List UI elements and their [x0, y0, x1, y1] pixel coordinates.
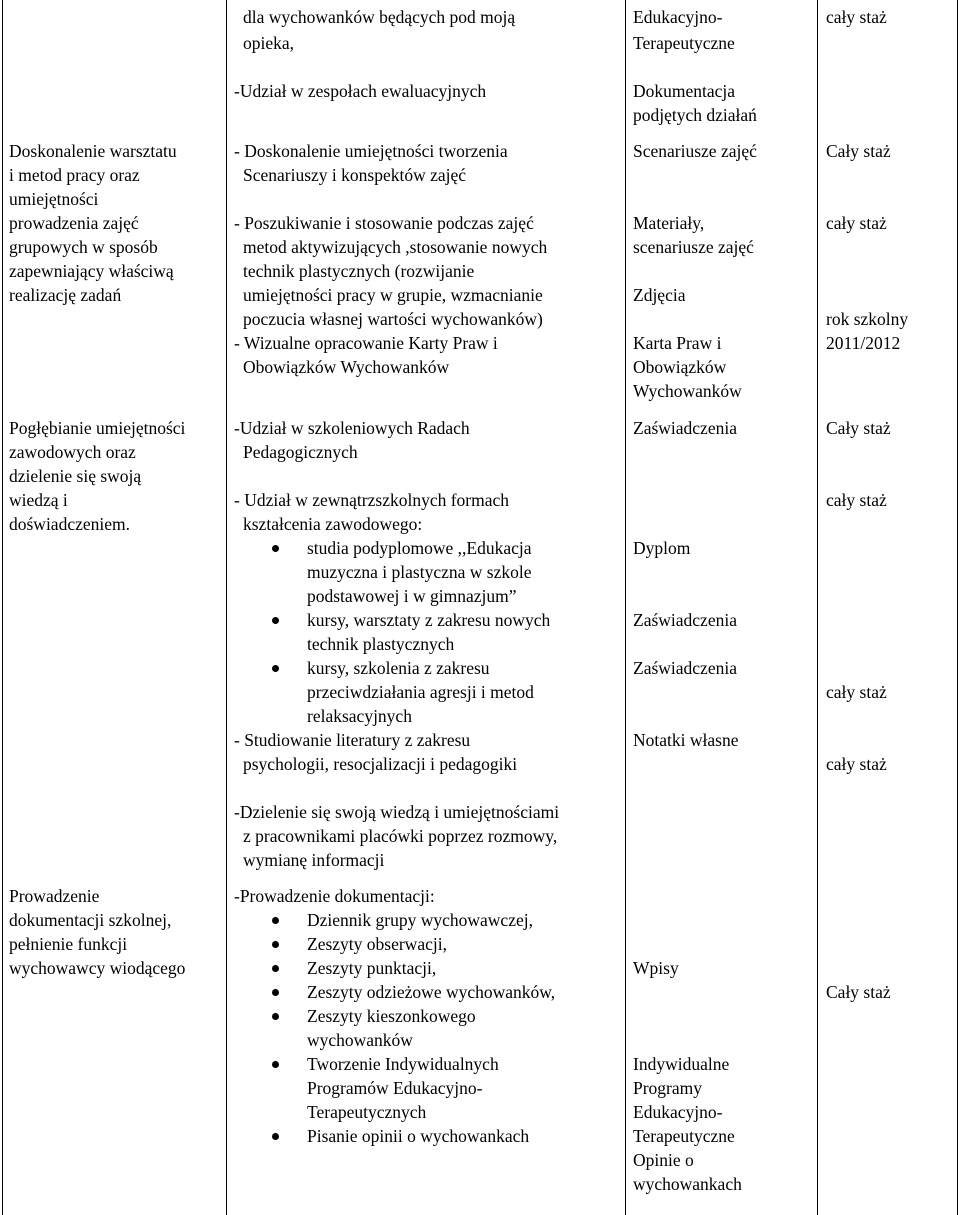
evidence-line: Scenariusze zajęć — [633, 141, 757, 161]
evidence-line: Programy — [633, 1078, 703, 1098]
deadline-line: cały staż — [826, 7, 887, 27]
task-line: Doskonalenie warsztatu — [9, 141, 177, 161]
deadline-line: 2011/2012 — [826, 333, 901, 353]
evidence-line: Zaświadczenia — [633, 418, 737, 438]
forms-line: psychologii, resocjalizacji i pedagogiki — [243, 754, 518, 774]
bullet-icon — [272, 1133, 279, 1140]
forms-bullet-line: kursy, szkolenia z zakresu — [307, 658, 490, 678]
forms-line: - Wizualne opracowanie Karty Praw i — [234, 333, 498, 353]
forms-line: - Studiowanie literatury z zakresu — [234, 730, 471, 750]
forms-bullet-line: technik plastycznych — [307, 634, 455, 654]
task-line: zawodowych oraz — [9, 442, 136, 462]
forms-line: technik plastycznych (rozwijanie — [243, 261, 475, 281]
forms-line: kształcenia zawodowego: — [243, 514, 423, 534]
task-line: pełnienie funkcji — [9, 934, 128, 954]
forms-line: -Udział w szkoleniowych Radach — [234, 418, 470, 438]
forms-bullet-line: Dziennik grupy wychowawczej, — [307, 910, 533, 930]
bullet-icon — [272, 965, 279, 972]
forms-bullet-line: Tworzenie Indywidualnych — [307, 1054, 499, 1074]
task-line: dokumentacji szkolnej, — [9, 910, 172, 930]
task-line: grupowych w sposób — [9, 237, 158, 257]
forms-line: dla wychowanków będących pod moją — [243, 7, 516, 27]
evidence-line: wychowankach — [633, 1174, 742, 1194]
deadline-line: rok szkolny — [826, 309, 909, 329]
evidence-line: Zdjęcia — [633, 285, 686, 305]
forms-bullet-line: studia podyplomowe ,,Edukacja — [307, 538, 532, 558]
task-line: Pogłębianie umiejętności — [9, 418, 186, 438]
evidence-line: Obowiązków — [633, 357, 727, 377]
bullet-icon — [272, 941, 279, 948]
forms-line: -Udział w zespołach ewaluacyjnych — [234, 81, 487, 101]
deadline-line: Cały staż — [826, 982, 891, 1002]
forms-line: Pedagogicznych — [243, 442, 358, 462]
evidence-line: Edukacyjno- — [633, 7, 723, 27]
task-line: wychowawcy wiodącego — [9, 958, 186, 978]
forms-bullet-line: wychowanków — [307, 1030, 413, 1050]
bullet-icon — [272, 1061, 279, 1068]
evidence-line: Notatki własne — [633, 730, 739, 750]
evidence-line: Materiały, — [633, 213, 705, 233]
bullet-icon — [272, 989, 279, 996]
task-line: realizację zadań — [9, 285, 122, 305]
bullet-icon — [272, 617, 279, 624]
forms-line: poczucia własnej wartości wychowanków) — [243, 309, 543, 329]
forms-line: wymianę informacji — [243, 850, 385, 870]
table-column-border — [2, 0, 3, 1215]
evidence-line: Dokumentacja — [633, 81, 736, 101]
task-line: prowadzenia zajęć — [9, 213, 139, 233]
deadline-line: cały staż — [826, 213, 887, 233]
forms-line: Obowiązków Wychowanków — [243, 357, 450, 377]
evidence-line: Edukacyjno- — [633, 1102, 723, 1122]
task-line: wiedzą i — [9, 490, 68, 510]
forms-line: Scenariuszy i konspektów zajęć — [243, 165, 467, 185]
deadline-line: Cały staż — [826, 418, 891, 438]
task-line: dzielenie się swoją — [9, 466, 142, 486]
forms-bullet-line: Zeszyty kieszonkowego — [307, 1006, 476, 1026]
evidence-line: scenariusze zajęć — [633, 237, 754, 257]
forms-bullet-line: kursy, warsztaty z zakresu nowych — [307, 610, 551, 630]
table-column-border — [226, 0, 227, 1215]
evidence-line: Dyplom — [633, 538, 691, 558]
forms-line: - Doskonalenie umiejętności tworzenia — [234, 141, 508, 161]
bullet-icon — [272, 545, 279, 552]
forms-bullet-line: Programów Edukacyjno- — [307, 1078, 483, 1098]
forms-line: metod aktywizujących ,stosowanie nowych — [243, 237, 548, 257]
bullet-icon — [272, 917, 279, 924]
forms-line: umiejętności pracy w grupie, wzmacnianie — [243, 285, 543, 305]
evidence-line: podjętych działań — [633, 105, 757, 125]
forms-line: -Dzielenie się swoją wiedzą i umiejętnościami — [234, 802, 560, 822]
forms-bullet-line: relaksacyjnych — [307, 706, 412, 726]
forms-bullet-line: Pisanie opinii o wychowankach — [307, 1126, 530, 1146]
evidence-line: Terapeutyczne — [633, 33, 735, 53]
forms-bullet-line: muzyczna i plastyczna w szkole — [307, 562, 532, 582]
table-column-border — [625, 0, 626, 1215]
bullet-icon — [272, 665, 279, 672]
task-line: i metod pracy oraz — [9, 165, 140, 185]
forms-bullet-line: przeciwdziałania agresji i metod — [307, 682, 534, 702]
evidence-line: Wychowanków — [633, 381, 742, 401]
task-line: Prowadzenie — [9, 886, 100, 906]
deadline-line: cały staż — [826, 682, 887, 702]
forms-line: - Poszukiwanie i stosowanie podczas zajęć — [234, 213, 534, 233]
evidence-line: Zaświadczenia — [633, 658, 737, 678]
evidence-line: Opinie o — [633, 1150, 694, 1170]
forms-line: -Prowadzenie dokumentacji: — [234, 886, 435, 906]
forms-line: z pracownikami placówki poprzez rozmowy, — [243, 826, 558, 846]
task-line: doświadczeniem. — [9, 514, 130, 534]
deadline-line: cały staż — [826, 490, 887, 510]
forms-line: - Udział w zewnątrzszkolnych formach — [234, 490, 510, 510]
table-column-border — [817, 0, 818, 1215]
forms-bullet-line: Zeszyty odzieżowe wychowanków, — [307, 982, 556, 1002]
bullet-icon — [272, 1013, 279, 1020]
table-column-border — [957, 0, 958, 1215]
evidence-line: Karta Praw i — [633, 333, 722, 353]
evidence-line: Zaświadczenia — [633, 610, 737, 630]
task-line: umiejętności — [9, 189, 99, 209]
forms-line: opieka, — [243, 33, 295, 53]
evidence-line: Wpisy — [633, 958, 679, 978]
deadline-line: Cały staż — [826, 141, 891, 161]
task-line: zapewniający właściwą — [9, 261, 174, 281]
forms-bullet-line: podstawowej i w gimnazjum” — [307, 586, 517, 606]
forms-bullet-line: Terapeutycznych — [307, 1102, 427, 1122]
deadline-line: cały staż — [826, 754, 887, 774]
evidence-line: Terapeutyczne — [633, 1126, 735, 1146]
forms-bullet-line: Zeszyty punktacji, — [307, 958, 437, 978]
evidence-line: Indywidualne — [633, 1054, 730, 1074]
forms-bullet-line: Zeszyty obserwacji, — [307, 934, 447, 954]
